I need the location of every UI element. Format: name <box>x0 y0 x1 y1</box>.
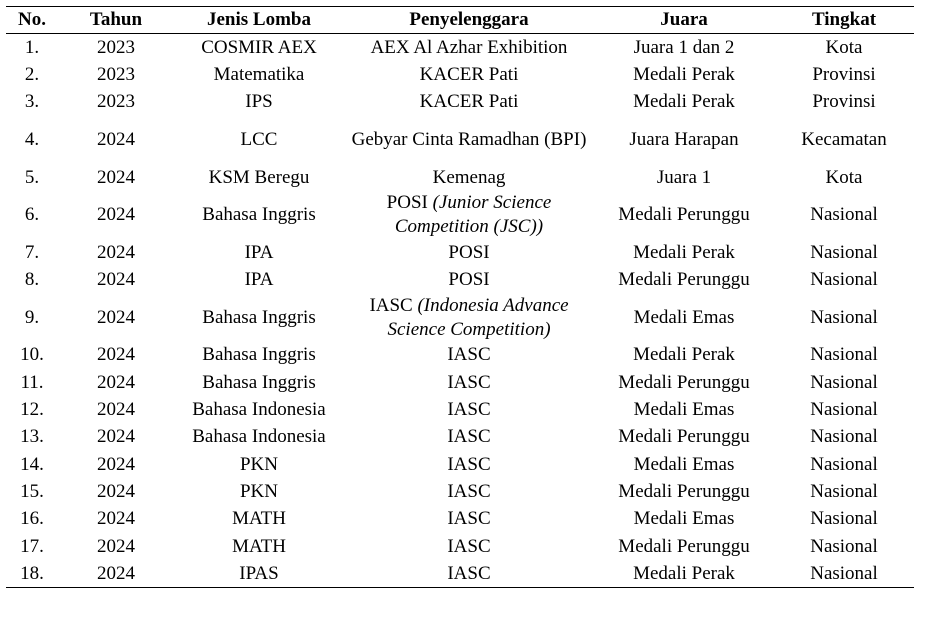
cell-juara: Juara 1 <box>656 166 712 188</box>
cell-no: 15. <box>20 480 44 502</box>
cell-jenis-lomba: IPA <box>244 241 274 263</box>
cell-tahun: 2024 <box>97 306 135 328</box>
cell-juara: Medali Perunggu <box>618 204 750 226</box>
cell-no: 10. <box>20 344 44 366</box>
table-body <box>6 34 914 588</box>
cell-jenis-lomba: Bahasa Inggris <box>202 204 316 226</box>
header-tahun: Tahun <box>58 7 174 34</box>
organizer-name: POSI <box>448 241 490 263</box>
organizer-name: IASC <box>447 535 491 557</box>
organizer-name: KACER Pati <box>419 63 519 85</box>
organizer-name: IASC <box>447 344 491 366</box>
cell-tingkat: Provinsi <box>812 91 876 113</box>
cell-tingkat: Nasional <box>774 560 914 588</box>
cell-juara: Medali Perunggu <box>618 426 750 448</box>
cell-tingkat: Provinsi <box>812 63 876 85</box>
cell-juara: Medali Emas <box>633 306 735 328</box>
table-row <box>6 61 914 88</box>
header-juara: Juara <box>594 7 774 34</box>
cell-jenis-lomba: Bahasa Indonesia <box>192 399 326 421</box>
cell-tingkat: Nasional <box>810 306 878 328</box>
organizer-name: IASC <box>447 426 491 448</box>
table-row <box>6 478 914 505</box>
cell-tahun: 2024 <box>97 399 135 421</box>
cell-tingkat: Nasional <box>810 204 878 226</box>
cell-jenis-lomba: IPS <box>245 91 273 113</box>
cell-tingkat: Nasional <box>810 480 878 502</box>
table-row <box>6 342 914 369</box>
table-row <box>6 451 914 478</box>
cell-tingkat: Nasional <box>810 344 878 366</box>
cell-tahun: 2024 <box>97 480 135 502</box>
table-row <box>6 239 914 266</box>
cell-tingkat: Nasional <box>810 508 878 530</box>
cell-juara: Medali Perak <box>633 63 735 85</box>
cell-penyelenggara <box>344 239 594 266</box>
cell-penyelenggara <box>344 116 594 164</box>
organizer-event-name: (Indonesia Advance Science Competition) <box>387 294 569 340</box>
cell-no: 11. <box>20 371 44 393</box>
cell-jenis-lomba: Bahasa Inggris <box>202 344 316 366</box>
cell-juara: Medali Perak <box>633 241 735 263</box>
organizer-name: IASC <box>447 508 491 530</box>
cell-tingkat: Kota <box>825 166 863 188</box>
cell-tahun: 2024 <box>97 128 135 150</box>
cell-jenis-lomba: COSMIR AEX <box>201 36 317 58</box>
cell-no: 4. <box>24 128 40 150</box>
cell-no: 9. <box>24 306 40 328</box>
cell-no: 17. <box>20 535 44 557</box>
organizer-name: Gebyar Cinta Ramadhan (BPI) <box>351 128 587 150</box>
cell-penyelenggara <box>344 424 594 451</box>
organizer-event-name: (Junior Science Competition (JSC)) <box>394 192 552 238</box>
cell-jenis-lomba: Matematika <box>213 63 305 85</box>
cell-tahun: 2023 <box>97 91 135 113</box>
cell-penyelenggara <box>344 34 594 62</box>
organizer-name: IASC <box>447 371 491 393</box>
cell-penyelenggara <box>344 191 594 239</box>
cell-tingkat: Nasional <box>810 269 878 291</box>
cell-penyelenggara <box>344 164 594 191</box>
cell-penyelenggara <box>344 533 594 560</box>
cell-jenis-lomba: PKN <box>239 453 278 475</box>
cell-tahun: 2023 <box>97 63 135 85</box>
cell-penyelenggara <box>344 294 594 342</box>
cell-jenis-lomba: LCC <box>240 128 278 150</box>
header-tingkat: Tingkat <box>774 7 914 34</box>
cell-juara: Medali Perunggu <box>618 269 750 291</box>
achievement-table <box>6 6 914 588</box>
cell-juara: Juara 1 dan 2 <box>633 36 735 58</box>
cell-no: 18. <box>6 560 58 588</box>
cell-no: 2. <box>24 63 40 85</box>
cell-tahun: 2024 <box>97 344 135 366</box>
cell-penyelenggara <box>344 506 594 533</box>
cell-tahun: 2024 <box>97 453 135 475</box>
organizer-name: IASC <box>447 399 491 421</box>
cell-no: 8. <box>24 269 40 291</box>
cell-penyelenggara <box>344 451 594 478</box>
cell-tahun: 2024 <box>97 166 135 188</box>
table-row <box>6 116 914 164</box>
cell-juara: Medali Emas <box>633 399 735 421</box>
cell-no: 6. <box>24 204 40 226</box>
cell-no: 12. <box>20 399 44 421</box>
table-row <box>6 424 914 451</box>
cell-tingkat: Nasional <box>810 241 878 263</box>
cell-tahun: 2024 <box>97 204 135 226</box>
table-row <box>6 506 914 533</box>
cell-penyelenggara <box>344 342 594 369</box>
organizer-name: IASC <box>447 480 491 502</box>
cell-juara: Medali Perak <box>633 344 735 366</box>
organizer-name: POSI <box>386 192 433 214</box>
cell-no: 7. <box>24 241 40 263</box>
cell-tahun: 2024 <box>58 560 174 588</box>
cell-tahun: 2024 <box>97 535 135 557</box>
cell-tahun: 2024 <box>97 241 135 263</box>
organizer-name: IASC <box>369 294 418 316</box>
cell-tingkat: Nasional <box>810 453 878 475</box>
table-row <box>6 396 914 423</box>
cell-tingkat: Kota <box>825 36 863 58</box>
cell-jenis-lomba: IPA <box>244 269 274 291</box>
organizer-name: IASC <box>447 562 491 584</box>
cell-penyelenggara <box>344 478 594 505</box>
cell-penyelenggara <box>344 396 594 423</box>
organizer-name: IASC <box>447 453 491 475</box>
cell-tahun: 2024 <box>97 269 135 291</box>
organizer-name: POSI <box>448 269 490 291</box>
cell-no: 3. <box>24 91 40 113</box>
cell-no: 5. <box>24 166 40 188</box>
table-row <box>6 369 914 396</box>
table-row <box>6 266 914 293</box>
cell-penyelenggara <box>344 369 594 396</box>
cell-no: 16. <box>20 508 44 530</box>
table-row <box>6 191 914 239</box>
organizer-name: AEX Al Azhar Exhibition <box>370 36 568 58</box>
cell-penyelenggara <box>344 89 594 116</box>
cell-tingkat: Nasional <box>810 535 878 557</box>
cell-juara: Juara Harapan <box>629 128 739 150</box>
cell-penyelenggara <box>344 560 594 588</box>
table-row <box>6 34 914 62</box>
cell-jenis-lomba: MATH <box>232 535 286 557</box>
header-no: No. <box>6 7 58 34</box>
cell-jenis-lomba: Bahasa Indonesia <box>192 426 326 448</box>
cell-tahun: 2024 <box>97 426 135 448</box>
cell-jenis-lomba: Bahasa Inggris <box>202 371 316 393</box>
cell-no: 1. <box>24 36 40 58</box>
cell-juara: Medali Perunggu <box>618 371 750 393</box>
header-penyelenggara: Penyelenggara <box>344 7 594 34</box>
organizer-name: KACER Pati <box>419 91 519 113</box>
cell-juara: Medali Perak <box>594 560 774 588</box>
table-row <box>6 560 914 588</box>
table-row <box>6 89 914 116</box>
header-row <box>6 7 914 34</box>
cell-penyelenggara <box>344 61 594 88</box>
cell-tahun: 2024 <box>97 508 135 530</box>
cell-jenis-lomba: Bahasa Inggris <box>202 306 316 328</box>
cell-tingkat: Nasional <box>810 399 878 421</box>
cell-jenis-lomba: MATH <box>232 508 286 530</box>
cell-tingkat: Kecamatan <box>801 128 887 150</box>
cell-penyelenggara <box>344 266 594 293</box>
cell-tingkat: Nasional <box>810 426 878 448</box>
cell-juara: Medali Emas <box>633 453 735 475</box>
table-row <box>6 533 914 560</box>
cell-juara: Medali Emas <box>633 508 735 530</box>
cell-no: 14. <box>20 453 44 475</box>
cell-tahun: 2024 <box>97 371 135 393</box>
table-header <box>6 7 914 34</box>
cell-juara: Medali Perunggu <box>618 480 750 502</box>
cell-jenis-lomba: KSM Beregu <box>208 166 310 188</box>
cell-no: 13. <box>20 426 44 448</box>
organizer-name: Kemenag <box>432 166 506 188</box>
cell-jenis-lomba: PKN <box>239 480 278 502</box>
header-jenis-lomba: Jenis Lomba <box>174 7 344 34</box>
cell-juara: Medali Perak <box>633 91 735 113</box>
cell-tingkat: Nasional <box>810 371 878 393</box>
table-row <box>6 164 914 191</box>
table-row <box>6 294 914 342</box>
cell-jenis-lomba: IPAS <box>174 560 344 588</box>
cell-juara: Medali Perunggu <box>618 535 750 557</box>
cell-tahun: 2023 <box>97 36 135 58</box>
